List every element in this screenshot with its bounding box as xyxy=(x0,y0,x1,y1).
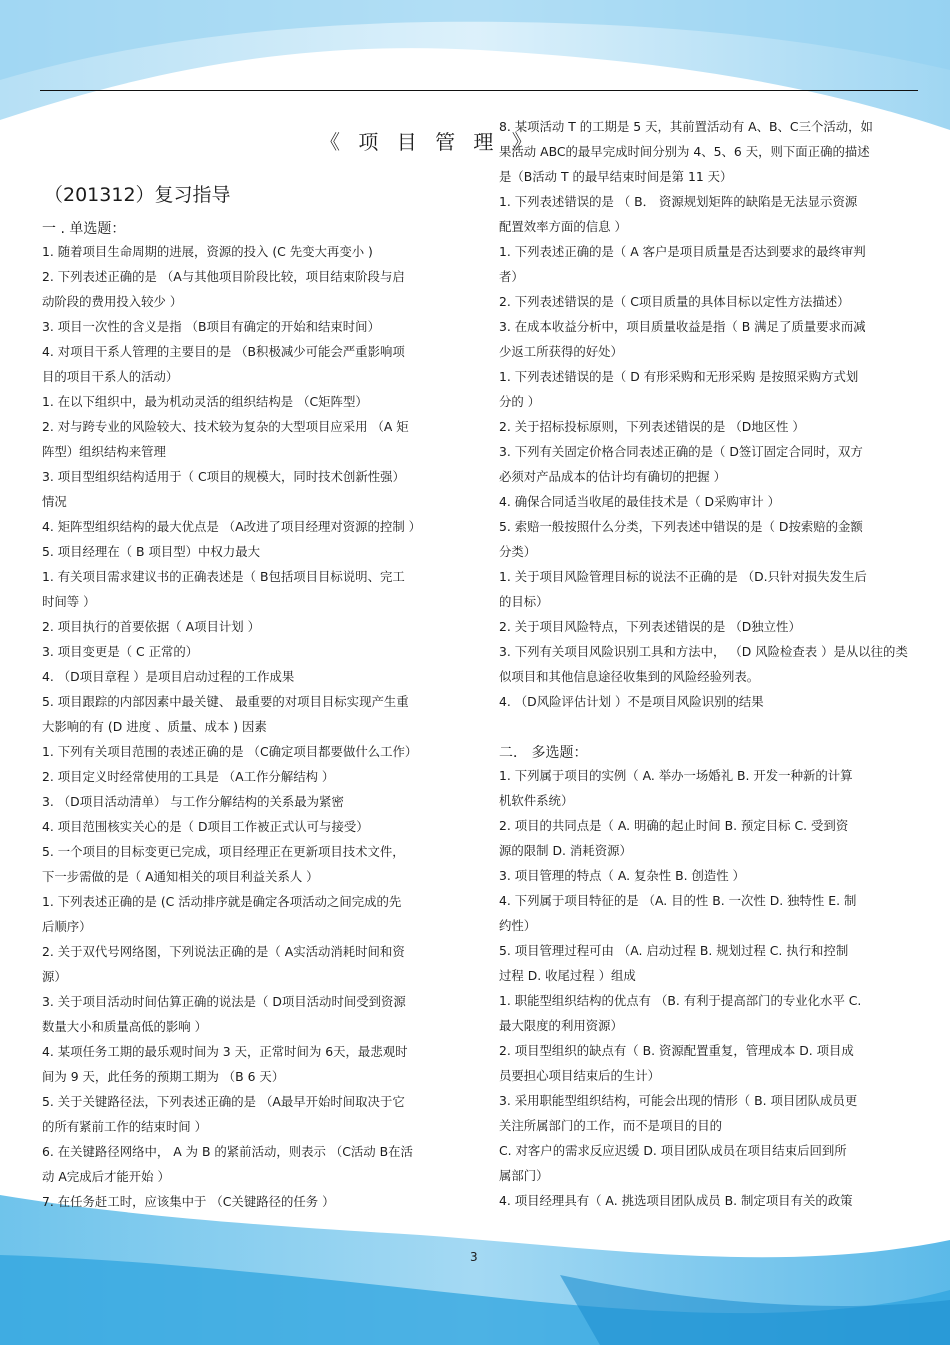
question-line: 2. 关于双代号网络图，下列说法正确的是（ A实活动消耗时间和资 xyxy=(42,944,405,959)
question-line: 6. 在关键路径网络中， A 为 B 的紧前活动，则表示 （C活动 B在活 xyxy=(42,1144,413,1159)
question-line: 1. 职能型组织结构的优点有 （B. 有利于提高部门的专业化水平 C. xyxy=(499,993,862,1008)
question-line: 3. 下列有关固定价格合同表述正确的是（ D签订固定合同时，双方 xyxy=(499,444,863,459)
question-line: 1. 随着项目生命周期的进展，资源的投入 (C 先变大再变小 ) xyxy=(42,244,373,259)
question-line: 3. 项目管理的特点（ A. 复杂性 B. 创造性 ） xyxy=(499,868,745,883)
question-line: 2. 下列表述正确的是 （A与其他项目阶段比较，项目结束阶段与启 xyxy=(42,269,405,284)
question-line: 分的 ） xyxy=(499,394,541,409)
question-line: 情况 xyxy=(42,494,67,509)
question-line: 果活动 ABC的最早完成时间分别为 4、5、6 天，则下面正确的描述 xyxy=(499,144,870,159)
question-line: 间为 9 天，此任务的预期工期为 （B 6 天） xyxy=(42,1069,285,1084)
question-line: 5. 项目跟踪的内部因素中最关键、 最重要的对项目目标实现产生重 xyxy=(42,694,409,709)
question-line: 者） xyxy=(499,269,524,284)
question-line: 机软件系统） xyxy=(499,793,574,808)
question-line: 4. 对项目干系人管理的主要目的是 （B积极减少可能会严重影响项 xyxy=(42,344,405,359)
question-line: 是（B活动 T 的最早结束时间是第 11 天） xyxy=(499,169,733,184)
question-line: 1. 下列属于项目的实例（ A. 举办一场婚礼 B. 开发一种新的计算 xyxy=(499,768,853,783)
question-line: 1. 关于项目风险管理目标的说法不正确的是 （D.只针对损失发生后 xyxy=(499,569,867,584)
question-line: 2. 项目型组织的缺点有（ B. 资源配置重复，管理成本 D. 项目成 xyxy=(499,1043,854,1058)
question-line: 时间等 ） xyxy=(42,594,96,609)
question-line: 2. 项目执行的首要依据（ A项目计划 ） xyxy=(42,619,260,634)
question-line: 员要担心项目结束后的生计） xyxy=(499,1068,661,1083)
question-line: 4. 某项任务工期的最乐观时间为 3 天，正常时间为 6天，最悲观时 xyxy=(42,1044,408,1059)
question-line: 2. 对与跨专业的风险较大、技术较为复杂的大型项目应采用 （A 矩 xyxy=(42,419,409,434)
page-number: 3 xyxy=(470,1250,478,1264)
question-line: 5. 项目管理过程可由 （A. 启动过程 B. 规划过程 C. 执行和控制 xyxy=(499,943,849,958)
question-line: 的目标） xyxy=(499,594,549,609)
question-line: 4. 确保合同适当收尾的最佳技术是（ D采购审计 ） xyxy=(499,494,780,509)
question-line: 3. （D项目活动清单） 与工作分解结构的关系最为紧密 xyxy=(42,794,344,809)
question-line: 后顺序） xyxy=(42,919,92,934)
question-line: 1. 有关项目需求建议书的正确表述是（ B包括项目目标说明、完工 xyxy=(42,569,405,584)
question-line: 关注所属部门的工作，而不是项目的目的 xyxy=(499,1118,723,1133)
question-line: 大影响的有 (D 进度 、质量、成本 ) 因素 xyxy=(42,719,267,734)
question-line: 过程 D. 收尾过程 ）组成 xyxy=(499,968,636,983)
question-line: 的所有紧前工作的结束时间 ） xyxy=(42,1119,208,1134)
question-line: 必须对产品成本的估计均有确切的把握 ） xyxy=(499,469,726,484)
question-line: 下一步需做的是（ A通知相关的项目利益关系人 ） xyxy=(42,869,319,884)
question-line: 5. 关于关键路径法，下列表述正确的是 （A最早开始时间取决于它 xyxy=(42,1094,405,1109)
question-line: 7. 在任务赶工时，应该集中于 （C关键路径的任务 ） xyxy=(42,1194,335,1209)
question-line: 4. 下列属于项目特征的是 （A. 目的性 B. 一次性 D. 独特性 E. 制 xyxy=(499,893,857,908)
question-line: 8. 某项活动 T 的工期是 5 天，其前置活动有 A、B、C三个活动，如 xyxy=(499,119,873,134)
question-line: 1. 下列表述错误的是（ D 有形采购和无形采购 是按照采购方式划 xyxy=(499,369,859,384)
question-line: 约性） xyxy=(499,918,537,933)
question-line: 2. 关于招标投标原则，下列表述错误的是 （D地区性 ） xyxy=(499,419,805,434)
question-line: 3. 关于项目活动时间估算正确的说法是（ D项目活动时间受到资源 xyxy=(42,994,406,1009)
question-line: 3. 项目一次性的含义是指 （B项目有确定的开始和结束时间） xyxy=(42,319,380,334)
question-line: 2. 项目定义时经常使用的工具是 （A工作分解结构 ） xyxy=(42,769,335,784)
question-line: 属部门） xyxy=(499,1168,549,1183)
question-line: 源） xyxy=(42,969,67,984)
question-line: 阵型）组织结构来管理 xyxy=(42,444,166,459)
question-line: 最大限度的利用资源） xyxy=(499,1018,623,1033)
question-line: 5. 索赔一般按照什么分类，下列表述中错误的是（ D按索赔的金额 xyxy=(499,519,863,534)
document-subtitle: （201312）复习指导 xyxy=(44,184,231,206)
question-line: 动 A完成后才能开始 ） xyxy=(42,1169,170,1184)
question-line: 4. （D项目章程 ）是项目启动过程的工作成果 xyxy=(42,669,295,684)
question-line: 4. 项目经理具有（ A. 挑选项目团队成员 B. 制定项目有关的政策 xyxy=(499,1193,853,1208)
section-single-choice: 一 . 单选题： xyxy=(42,221,126,237)
question-line: 1. 在以下组织中，最为机动灵活的组织结构是 （C矩阵型） xyxy=(42,394,368,409)
question-line: 分类） xyxy=(499,544,537,559)
question-line: 3. 在成本收益分析中，项目质量收益是指（ B 满足了质量要求而减 xyxy=(499,319,866,334)
question-line: 似项目和其他信息途径收集到的风险经验列表。 xyxy=(499,669,760,684)
question-line: 3. 下列有关项目风险识别工具和方法中， （D 风险检查表 ）是从以往的类 xyxy=(499,644,908,659)
question-line: 2. 项目的共同点是（ A. 明确的起止时间 B. 预定目标 C. 受到资 xyxy=(499,818,849,833)
question-line: 5. 项目经理在（ B 项目型）中权力最大 xyxy=(42,544,260,559)
question-line: 配置效率方面的信息 ） xyxy=(499,219,627,234)
question-line: 1. 下列表述错误的是 （ B． 资源规划矩阵的缺陷是无法显示资源 xyxy=(499,194,858,209)
question-line: 源的限制 D. 消耗资源） xyxy=(499,843,632,858)
question-line: 3. 采用职能型组织结构，可能会出现的情形（ B. 项目团队成员更 xyxy=(499,1093,858,1108)
question-line: 3. 项目型组织结构适用于（ C项目的规模大，同时技术创新性强） xyxy=(42,469,405,484)
question-line: 少返工所获得的好处） xyxy=(499,344,623,359)
question-line: 数量大小和质量高低的影响 ） xyxy=(42,1019,208,1034)
question-line: 2. 关于项目风险特点，下列表述错误的是 （D独立性） xyxy=(499,619,801,634)
question-line: 目的项目干系人的活动） xyxy=(42,369,179,384)
header-rule xyxy=(40,90,918,91)
question-line: 动阶段的费用投入较少 ） xyxy=(42,294,183,309)
document-title: 《 项 目 管 理 》 xyxy=(320,130,538,154)
question-line: 2. 下列表述错误的是（ C项目质量的具体目标以定性方法描述） xyxy=(499,294,850,309)
question-line: 1. 下列表述正确的是（ A 客户是项目质量是否达到要求的最终审判 xyxy=(499,244,866,259)
question-line: 1. 下列有关项目范围的表述正确的是 （C确定项目都要做什么工作） xyxy=(42,744,418,759)
section-multi-choice: 二． 多选题： xyxy=(499,745,588,761)
question-line: 4. （D风险评估计划 ）不是项目风险识别的结果 xyxy=(499,694,764,709)
question-line: 1. 下列表述正确的是 (C 活动排序就是确定各项活动之间完成的先 xyxy=(42,894,402,909)
question-line: 3. 项目变更是（ C 正常的） xyxy=(42,644,199,659)
question-line: 5. 一个项目的目标变更已完成，项目经理正在更新项目技术文件， xyxy=(42,844,405,859)
question-line: C. 对客户的需求反应迟缓 D. 项目团队成员在项目结束后回到所 xyxy=(499,1143,847,1158)
question-line: 4. 项目范围核实关心的是（ D项目工作被正式认可与接受） xyxy=(42,819,369,834)
question-line: 4. 矩阵型组织结构的最大优点是 （A改进了项目经理对资源的控制 ） xyxy=(42,519,422,534)
